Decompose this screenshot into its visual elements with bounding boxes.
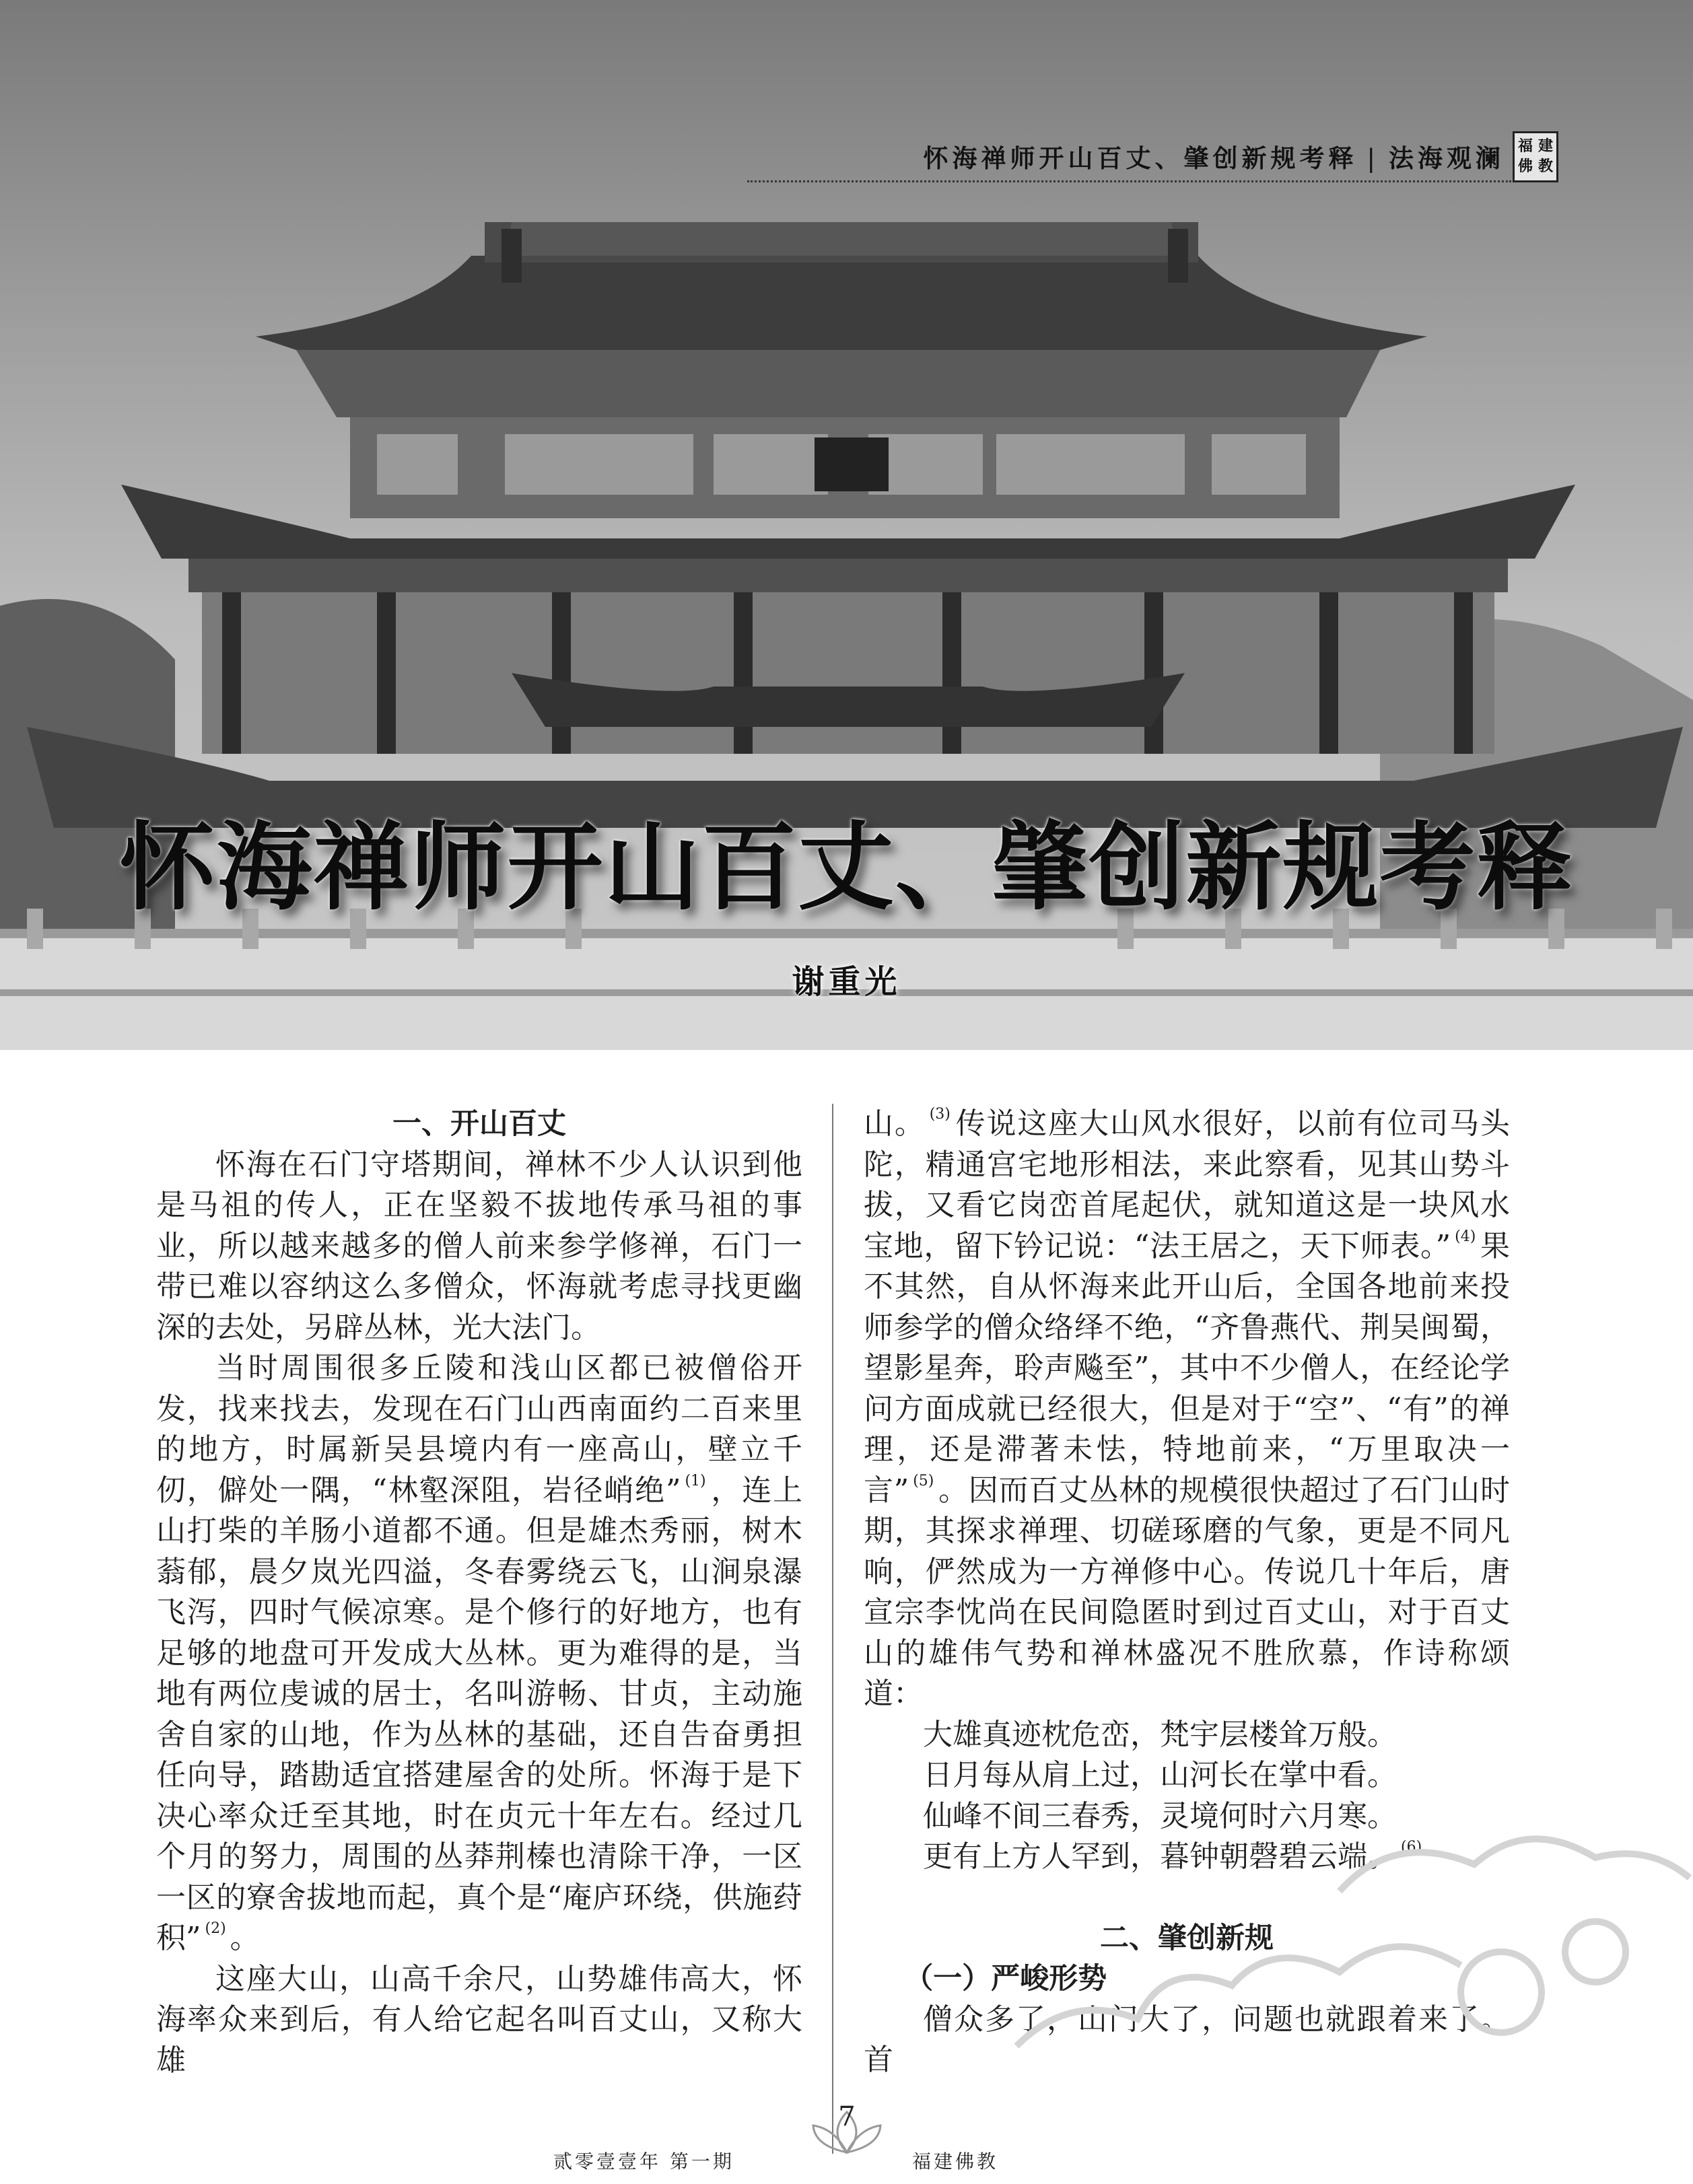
seal-char: 教 <box>1537 158 1553 175</box>
subsection-heading: （一）严峻形势 <box>904 1962 1107 1996</box>
footnote-ref[interactable]: (5) <box>913 1472 934 1489</box>
poem-line: 大雄真迹枕危峦，梵宇层楼耸万般。 <box>923 1717 1397 1752</box>
paragraph <box>156 1348 802 1959</box>
paragraph-text: 传说这座大山风水很好，以前有位司马头陀，精通宫宅地形相法，来此察看，见其山势斗拔，又看它岗峦首尾起伏，就知道这是一块风水宝地，留下钤记说：“法王居之，天下师表。” <box>864 1106 1511 1263</box>
journal-seal <box>1513 131 1558 182</box>
column-divider <box>832 1104 833 2154</box>
paragraph-text: 。 <box>230 1921 260 1955</box>
paragraph: 怀海在石门守塔期间，禅林不少人认识到他是马祖的传人，正在坚毅不拔地传承马祖的事业，所以越来越多的僧人前来参学修禅，石门一带已难以容纳这么多僧众，怀海就考虑寻找更幽深的去处，另辟丛林，光大法门。 <box>156 1147 802 1345</box>
seal-char: 佛 <box>1517 158 1533 175</box>
page-number: 7 <box>838 2101 856 2132</box>
paragraph-text: 山。 <box>864 1106 926 1141</box>
article-title: 怀海禅师开山百丈、肇创新规考释 <box>119 812 1574 923</box>
footer-issue: 贰零壹壹年 第一期 <box>553 2150 734 2173</box>
footnote-ref[interactable]: (4) <box>1455 1228 1476 1245</box>
footnote-ref[interactable]: (6) <box>1401 1839 1422 1856</box>
paragraph-text: 。因而百丈丛林的规模很快超过了石门山时期，其探求禅理、切磋琢磨的气象，更是不同凡响，俨然成为一方禅修中心。传说几十年后，唐宣宗李忱尚在民间隐匿时到过百丈山，对于百丈山的雄伟气势和禅林盛况不胜欣慕，作诗称颂道： <box>864 1473 1511 1711</box>
running-head-article: 怀海禅师开山百丈、肇创新规考释 <box>923 144 1358 173</box>
footnote-ref[interactable]: (1) <box>685 1472 706 1489</box>
poem-line: 日月每从肩上过，山河长在掌中看。 <box>923 1758 1397 1792</box>
paragraph <box>864 1104 1510 1715</box>
running-head-rule <box>747 180 1511 182</box>
paragraph-text: 果不其然，自从怀海来此开山后，全国各地前来投师参学的僧众络绎不绝，“齐鲁燕代、荆吴闽蜀，望影星奔，聆声飚至”，其中不少僧人，在经论学问方面成就已经很大，但是对于“空”、“有”的禅理，还是滞著未怯，特地前来，“万里取决一言” <box>864 1228 1510 1508</box>
seal-char: 建 <box>1537 138 1553 155</box>
running-head <box>924 138 1505 174</box>
paragraph-text: 当时周围很多丘陵和浅山区都已被僧俗开发，找来找去，发现在石门山西南面约二百来里的地方，时属新吴县境内有一座高山，壁立千仞，僻处一隅，“林壑深阻，岩径峭绝” <box>156 1351 802 1508</box>
cloud-ornament-icon <box>990 1790 1693 2086</box>
header-photo <box>0 0 1693 1050</box>
seal-char: 福 <box>1517 138 1533 155</box>
section-heading-2: 二、肇创新规 <box>1100 1921 1274 1955</box>
poem-line: 仙峰不间三春秀，灵境何时六月寒。 <box>923 1798 1397 1833</box>
footer-journal: 福建佛教 <box>912 2150 999 2173</box>
section-heading-1: 一、开山百丈 <box>392 1107 566 1141</box>
left-column <box>156 1104 802 2081</box>
page-number-badge <box>808 2099 886 2159</box>
paragraph-text: ，连上山打柴的羊肠小道都不通。但是雄杰秀丽，树木蓊郁，晨夕岚光四溢，冬春雾绕云飞，山涧泉瀑飞泻，四时气候凉寒。是个修行的好地方，也有足够的地盘可开发成大丛林。更为难得的是，当地有两位虔诚的居士，名叫游畅、甘贞，主动施舍自家的山地，作为丛林的基础，还自告奋勇担任向导，踏勘适宜搭建屋舍的处所。怀海于是下决心率众迁至其地，时在贞元十年左右。经过几个月的努力，周围的丛莽荆榛也清除干净，一区一区的寮舍拔地而起，真个是“庵庐环绕，供施荮积” <box>156 1473 802 1955</box>
article-author: 谢重光 <box>792 963 901 1001</box>
footnote-ref[interactable]: (2) <box>205 1920 226 1937</box>
poem-line-text: 更有上方人罕到，暮钟朝磬碧云端。 <box>923 1839 1397 1874</box>
running-head-column: 法海观澜 <box>1389 144 1505 173</box>
paragraph: 这座大山，山高千余尺，山势雄伟高大，怀海率众来到后，有人给它起名叫百丈山，又称大雄 <box>156 1961 802 2078</box>
paragraph: 僧众多了，山门大了，问题也就跟着来了。首 <box>864 2002 1510 2077</box>
running-head-separator: | <box>1367 144 1379 173</box>
footnote-ref[interactable]: (3) <box>929 1106 951 1123</box>
